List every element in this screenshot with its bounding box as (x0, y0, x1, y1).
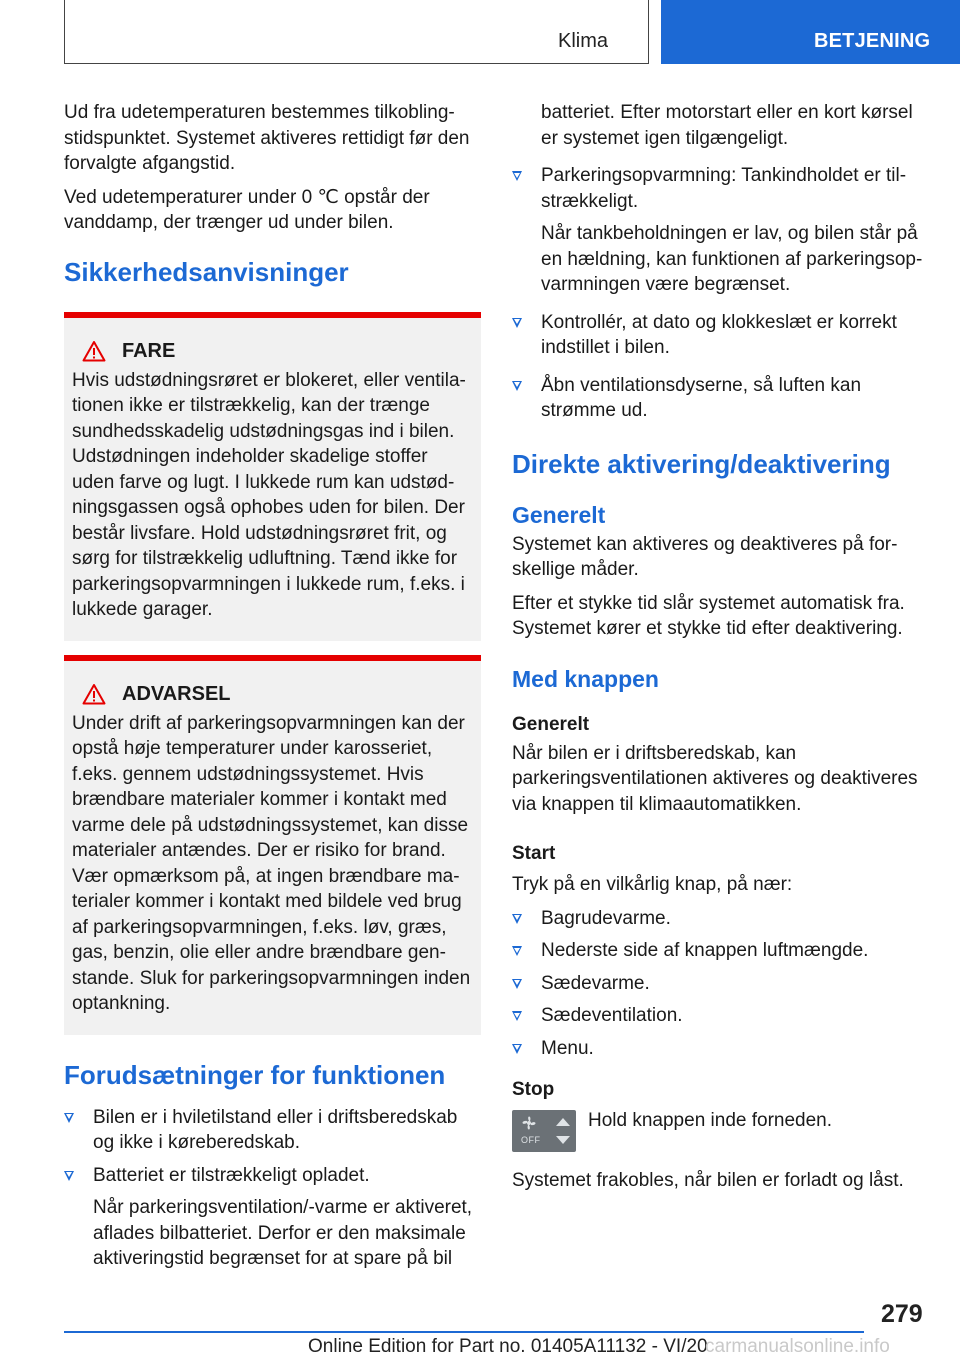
list-item: Parkeringsopvarmning: Tankindholdet er tilstrækkeligt. (512, 163, 927, 214)
warning-triangle-icon (82, 340, 106, 362)
paragraph: Hold knappen inde forneden. (588, 1110, 833, 1131)
warning-title (72, 681, 473, 707)
list-item: Nederste side af knappen luftmængde. (512, 938, 927, 964)
page-number: 279 (881, 1300, 923, 1328)
list-item: Menu. (512, 1036, 927, 1062)
prerequisite-list-cont (512, 163, 927, 214)
danger-title-text: FARE (122, 339, 176, 362)
paragraph: Systemet kan aktiveres og deaktiveres på forskellige måder. (512, 533, 898, 580)
arrow-down-icon (556, 1136, 570, 1144)
warning-text: Under drift af parkeringsopvarmningen kan der opstå høje temperaturer under karosseriet, f.eks. gennem udstødningssystemet. Hvis brændbare materialer kommer i kontakt med varme dele på udstødningssystemet, kan disse materialer antændes. Der er risiko for brand. Vær opmærksom på, at ingen brændbare materialer kommer i kontakt med bildele ved brug af parkeringsopvarmningen, f.eks. løv, græs, gas, benzin, olie eller andre brændbare genstande. Sluk for parkeringsopvarmningen inden optankning. (72, 712, 471, 1014)
bullet-triangle-icon (512, 1011, 522, 1021)
fan-icon (518, 1114, 540, 1132)
section-heading-safety: Sikkerhedsanvisninger (64, 256, 349, 287)
section-tab[interactable] (661, 0, 960, 64)
warning-triangle-icon (82, 683, 106, 705)
bullet-triangle-icon (512, 979, 522, 989)
list-item: Åbn ventilationsdyserne, så luften kan strømme ud. (512, 373, 927, 424)
bullet-triangle-icon (64, 1113, 74, 1123)
right-column (512, 100, 927, 1202)
list-item-continuation: Når parkeringsventilation/-varme er aktiveret, aflades bilbatteriet. Derfor er den maksimale aktiveringstid begrænset for at spare på bil (93, 1197, 473, 1269)
start-exception-list (512, 906, 927, 1062)
section-heading-direct: Direkte aktivering/deaktivering (512, 448, 891, 479)
minor-heading-stop: Stop (512, 1079, 555, 1100)
paragraph: Når bilen er i driftsberedskab, kan parkeringsventilationen aktiveres og deaktiveres via knappen til klimaautomatikken. (512, 742, 918, 815)
watermark: carmanualsonline.info (705, 1336, 890, 1357)
warning-title-text: ADVARSEL (122, 682, 231, 705)
bullet-triangle-icon (64, 1171, 74, 1181)
section-heading-prerequisites: Forudsætninger for funktionen (64, 1059, 446, 1090)
subheading-with-button: Med knappen (512, 665, 659, 692)
left-column (64, 100, 481, 1280)
bullet-triangle-icon (512, 946, 522, 956)
bullet-triangle-icon (512, 318, 522, 328)
off-label: OFF (521, 1135, 541, 1145)
danger-title (72, 338, 473, 364)
minor-heading-general: Generelt (512, 713, 590, 735)
paragraph: Efter et stykke tid slår systemet automatisk fra. Systemet kører et stykke tid efter deaktivering. (512, 592, 905, 639)
list-item-continuation: Når tankbeholdningen er lav, og bilen står på en hældning, kan funktionen af parkeringsopvarmningen være begrænset. (541, 223, 923, 295)
danger-box (64, 312, 481, 641)
arrow-up-icon (556, 1118, 570, 1126)
warning-box (64, 655, 481, 1035)
list-item: Sædeventilation. (512, 1003, 927, 1029)
subheading-general: Generelt (512, 501, 606, 528)
bullet-triangle-icon (512, 381, 522, 391)
paragraph: Ved udetemperaturer under 0 ℃ opstår der vanddamp, der trænger ud under bilen. (64, 186, 430, 233)
list-item: Kontrollér, at dato og klokkeslæt er korrekt indstillet i bilen. (512, 310, 927, 361)
chapter-title: Klima (558, 30, 609, 52)
fan-off-button-image (512, 1110, 576, 1152)
prerequisite-list-cont2 (512, 310, 927, 424)
section-tab-label: BETJENING (814, 30, 931, 52)
paragraph: Systemet frakobles, når bilen er forladt og låst. (512, 1170, 904, 1191)
list-item: Bagrudevarme. (512, 906, 927, 932)
bullet-triangle-icon (512, 1044, 522, 1054)
list-item-continuation: batteriet. Efter motorstart eller en kort kørsel er systemet igen tilgængeligt. (541, 102, 913, 149)
list-item: Bilen er i hviletilstand eller i driftsberedskab og ikke i køreberedskab. (64, 1105, 481, 1156)
paragraph: Ud fra udetemperaturen bestemmes tilkoblingstidspunktet. Systemet aktiveres rettidigt før den forvalgte afgangstid. (64, 102, 470, 174)
list-item: Batteriet er tilstrækkeligt opladet. (64, 1163, 481, 1189)
list-item: Sædevarme. (512, 971, 927, 997)
minor-heading-start: Start (512, 843, 556, 864)
edition-text: Online Edition for Part no. 01405A11132 - VI/20 (308, 1336, 708, 1357)
stop-row (512, 1106, 927, 1152)
paragraph: Tryk på en vilkårlig knap, på nær: (512, 874, 793, 895)
prerequisite-list (64, 1105, 481, 1189)
danger-text: Hvis udstødningsrøret er blokeret, eller ventilationen ikke er tilstrækkelig, kan der trænge sundhedsskadelig udstødningsgas ind i bilen. Udstødningen indeholder skadelige stoffer uden farve og lugt. I lukkede rum kan udstødningsgassen også ophobes uden for bilen. Der består livsfare. Hold udstødningsrøret frit, og sørg for tilstrækkelig udluftning. Tænd ikke for parkeringsopvarmningen i lukkede rum, f.eks. i lukkede garager. (72, 369, 466, 620)
bullet-triangle-icon (512, 171, 522, 181)
bullet-triangle-icon (512, 914, 522, 924)
footer-rule (64, 1331, 864, 1333)
